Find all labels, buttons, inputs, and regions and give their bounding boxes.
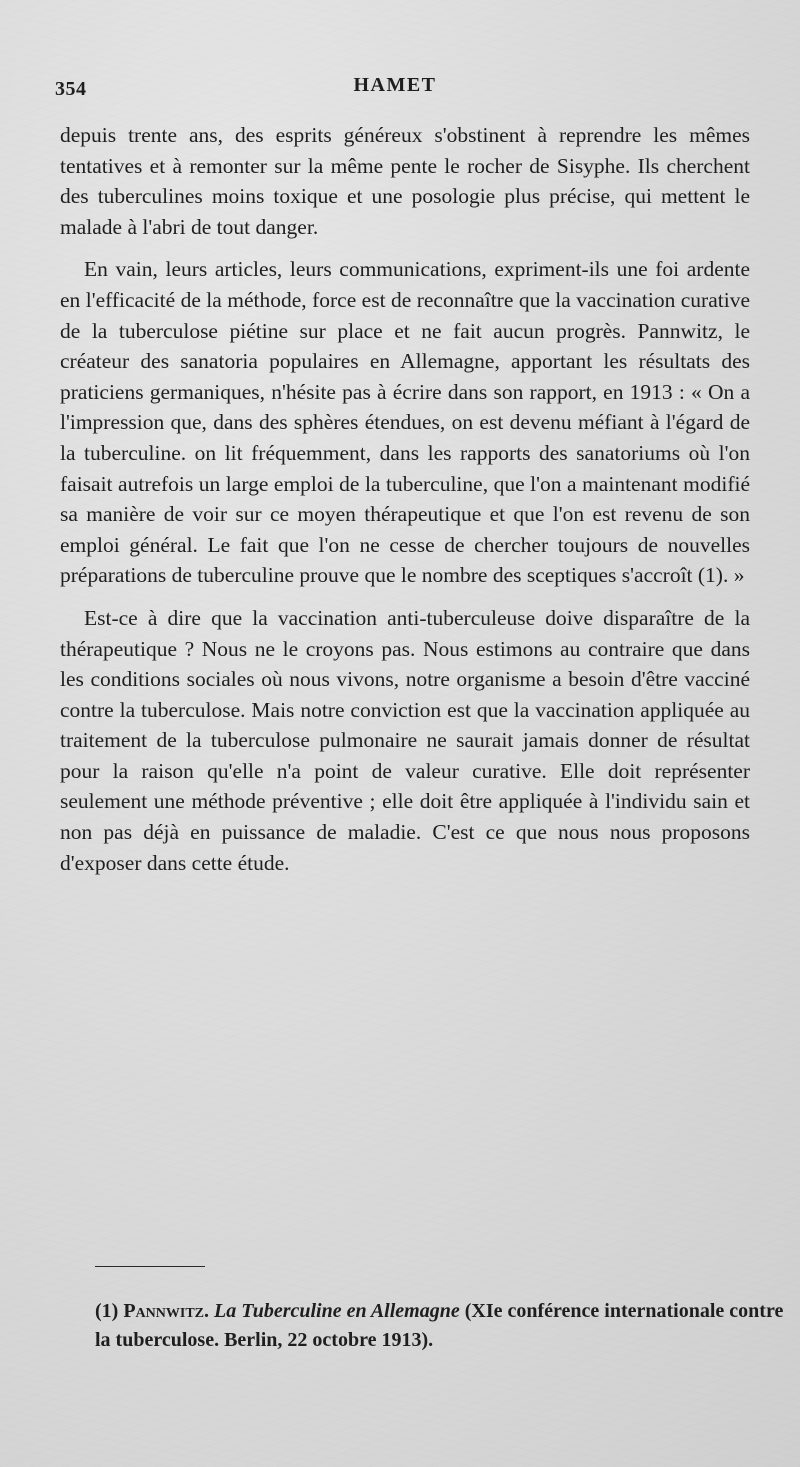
paragraph: Est-ce à dire que la vaccination anti-tuberculeuse doive disparaître de la thérapeutique ? Nous ne le croyons pas. Nous estimons au contraire que dans les conditions sociales où nous vivons, notre organisme a besoin d'être vacciné contre la tuberculose. Mais notre conviction est que la vaccination appliquée au traitement de la tuberculose pulmonaire ne saurait jamais donner de résultat pour la raison qu'elle n'a point de valeur curative. Elle doit représenter seulement une méthode préventive ; elle doit être appliquée à l'individu sain et non pas déjà en puissance de maladie. C'est ce que nous nous proposons d'exposer dans cette étude. xyxy=(60,605,750,875)
running-head: HAMET xyxy=(353,74,437,96)
page-number: 354 xyxy=(55,78,87,100)
footnote-details: (XIe conférence internationale contre la tuberculose. Berlin, 22 octobre 1913). xyxy=(95,1300,784,1351)
footnote-title: La Tuberculine en Allemagne xyxy=(214,1300,460,1322)
paragraph-continuation: depuis trente ans, des esprits généreux s'obstinent à reprendre les mêmes tentatives et à remonter sur la même pente le rocher de Sisyphe. Ils cherchent des tuberculines moins toxique et une posologie plus précise, qui mettent le malade à l'abri de tout danger. xyxy=(60,123,750,239)
footnote-marker: (1) xyxy=(95,1300,119,1322)
footnote xyxy=(95,1297,785,1355)
footnote-rule xyxy=(95,1266,205,1267)
body-text xyxy=(60,120,750,878)
paragraph: En vain, leurs articles, leurs communications, expriment-ils une foi ardente en l'efficacité de la méthode, force est de reconnaître que la vaccination curative de la tuberculose piétine sur place et ne fait aucun progrès. Pannwitz, le créateur des sanatoria populaires en Allemagne, apportant les résultats des praticiens germaniques, n'hésite pas à écrire dans son rapport, en 1913 : « On a l'impression que, dans des sphères étendues, on est devenu méfiant à l'égard de la tuberculine. on lit fréquemment, dans les rapports des sanatoriums où l'on faisait autrefois un large emploi de la tuberculine, que l'on a maintenant modifié sa manière de voir sur ce moyen thérapeutique et que l'on est revenu de son emploi général. Le fait que l'on ne cesse de chercher toujours de nouvelles préparations de tuberculine prouve que le nombre des sceptiques s'accroît (1). » xyxy=(60,257,750,588)
footnote-author: Pannwitz. xyxy=(123,1300,209,1322)
